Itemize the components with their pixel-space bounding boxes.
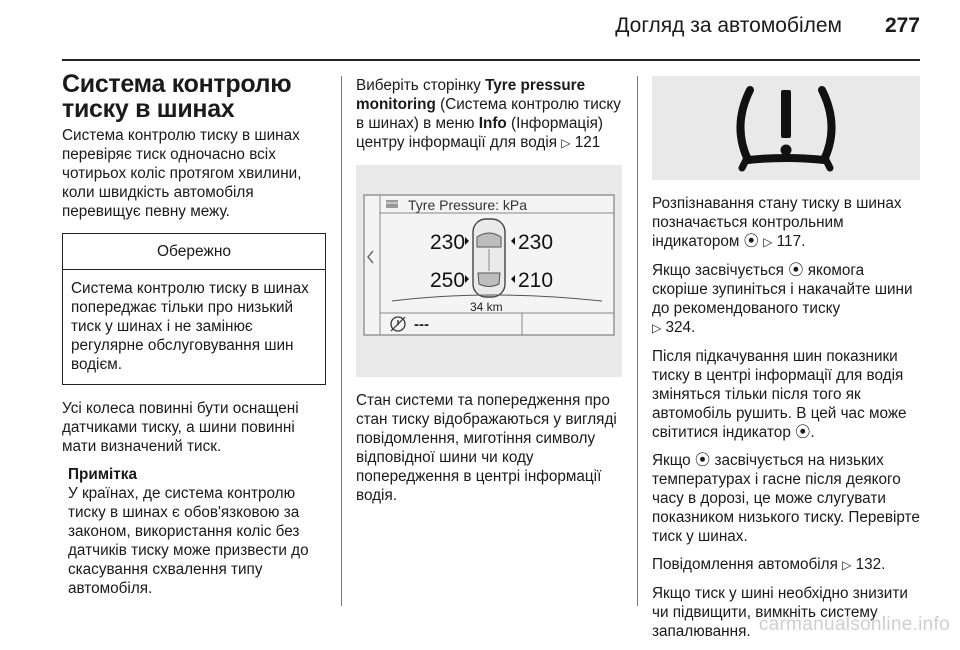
note-block bbox=[62, 465, 326, 598]
intro-paragraph: Система контролю тиску в шинах перевіряє тиск одночасно всіх чотирьох коліс протягом хвилини, коли швидкість автомобіля перевищує певну межу. bbox=[62, 127, 302, 220]
section-title: Система контролю тиску в шинах bbox=[62, 70, 292, 123]
page-ref: 324. bbox=[665, 319, 696, 336]
header-rule bbox=[62, 59, 920, 61]
menu-instruction bbox=[356, 76, 624, 153]
text-run: Після підкачування шин показники тиску в центрі інформації для водія зміняться тільки після того як автомобіль рушить. В цей час може світитися індикатор bbox=[652, 348, 907, 441]
rear-right-pressure: 210 bbox=[518, 269, 554, 292]
paragraph-messages bbox=[652, 555, 922, 575]
page-ref-icon: ▷ bbox=[842, 558, 852, 572]
tpms-inline-icon: ⦿ bbox=[694, 452, 711, 469]
rear-left-pressure: 250 bbox=[430, 269, 466, 292]
menu-item-name: Tyre pressure monitoring bbox=[356, 77, 586, 113]
text-run: Якщо засвічується bbox=[652, 262, 789, 279]
watermark: carmanualsonline.info bbox=[758, 614, 950, 635]
page-ref: 117. bbox=[776, 233, 806, 250]
text-run: засвічується на низьких температурах і гасне після деякого часу в дорозі, це може слугувати показником низького тиску. Перевірте тиск у шинах. bbox=[652, 452, 920, 545]
page-ref-icon: ▷ bbox=[652, 321, 662, 335]
exclamation-bar bbox=[781, 90, 791, 138]
distance-readout: 34 km bbox=[470, 300, 503, 314]
car-rear-window bbox=[478, 273, 500, 287]
front-left-pressure: 230 bbox=[430, 231, 466, 254]
paragraph-after-inflate bbox=[652, 347, 922, 442]
text-run: Повідомлення автомобіля bbox=[652, 556, 843, 573]
menu-name: Info bbox=[478, 115, 507, 132]
page-ref-icon: ▷ bbox=[561, 136, 571, 150]
tpms-display-illustration bbox=[356, 165, 622, 377]
sensors-paragraph: Усі колеса повинні бути оснащені датчиками тиску, а шини повинні мати визначений тиск. bbox=[62, 400, 299, 455]
column-2 bbox=[356, 76, 624, 514]
dashboard-display bbox=[356, 165, 622, 377]
exclamation-dot bbox=[781, 145, 792, 156]
column-3 bbox=[652, 76, 922, 650]
tpms-inline-icon: ⦿ bbox=[788, 262, 804, 279]
paragraph-indicator bbox=[652, 194, 922, 252]
page-ref-icon: ▷ bbox=[763, 235, 773, 249]
text-run: якомога скоріше зупиніться і накачайте шини до рекомендованого тиску bbox=[652, 262, 913, 317]
tpms-status: --- bbox=[414, 316, 429, 333]
note-title: Примітка bbox=[68, 466, 137, 483]
column-1 bbox=[62, 72, 326, 598]
paragraph-inflate bbox=[652, 261, 922, 338]
column-divider-1 bbox=[341, 76, 342, 606]
note-text: У країнах, де система контролю тиску в шинах є обов'язковою за законом, використання коліс без датчиків тиску може призвести до скасування схвалення типу автомобіля. bbox=[68, 485, 309, 597]
page-number: 277 bbox=[884, 14, 920, 37]
text-run: (Інформація) центру інформації для водія bbox=[356, 115, 603, 151]
front-right-pressure: 230 bbox=[518, 231, 554, 254]
text-run: . bbox=[810, 424, 815, 441]
page-icon bbox=[386, 200, 398, 208]
text-run: Розпізнавання стану тиску в шинах позначається контрольним індикатором bbox=[652, 195, 902, 250]
caution-box bbox=[62, 233, 326, 385]
text-run: Якщо bbox=[652, 452, 695, 469]
warning-indicator-image bbox=[652, 76, 920, 180]
tpms-inline-icon: ⦿ bbox=[743, 233, 759, 250]
header-title: Догляд за автомобілем bbox=[615, 14, 842, 37]
text-run: (Система контролю тиску в шинах) в меню bbox=[356, 96, 621, 132]
page-ref: 132. bbox=[855, 556, 886, 573]
tpms-warning-icon bbox=[652, 76, 920, 180]
display-caption: Стан системи та попередження про стан тиску відображаються у вигляді повідомлення, миготіння символу відповідної шини чи коду попередження в центрі інформації водія. bbox=[356, 392, 617, 504]
caution-text: Система контролю тиску в шинах попереджає тільки про низький тиск у шинах і не замінює регулярне обслуговування шин водієм. bbox=[71, 280, 309, 373]
caution-title: Обережно bbox=[63, 234, 325, 270]
column-divider-2 bbox=[637, 76, 638, 606]
display-header-text: Tyre Pressure: kPa bbox=[408, 197, 528, 213]
paragraph-low-temp bbox=[652, 451, 922, 546]
tpms-inline-icon: ⦿ bbox=[795, 424, 811, 441]
car-windshield bbox=[477, 233, 501, 247]
text-run: Виберіть сторінку bbox=[356, 77, 486, 94]
paragraph-ignition: Якщо тиск у шині необхідно знизити чи підвищити, вимкніть систему запалювання. bbox=[652, 585, 908, 640]
page-ref: 121 bbox=[574, 134, 601, 151]
